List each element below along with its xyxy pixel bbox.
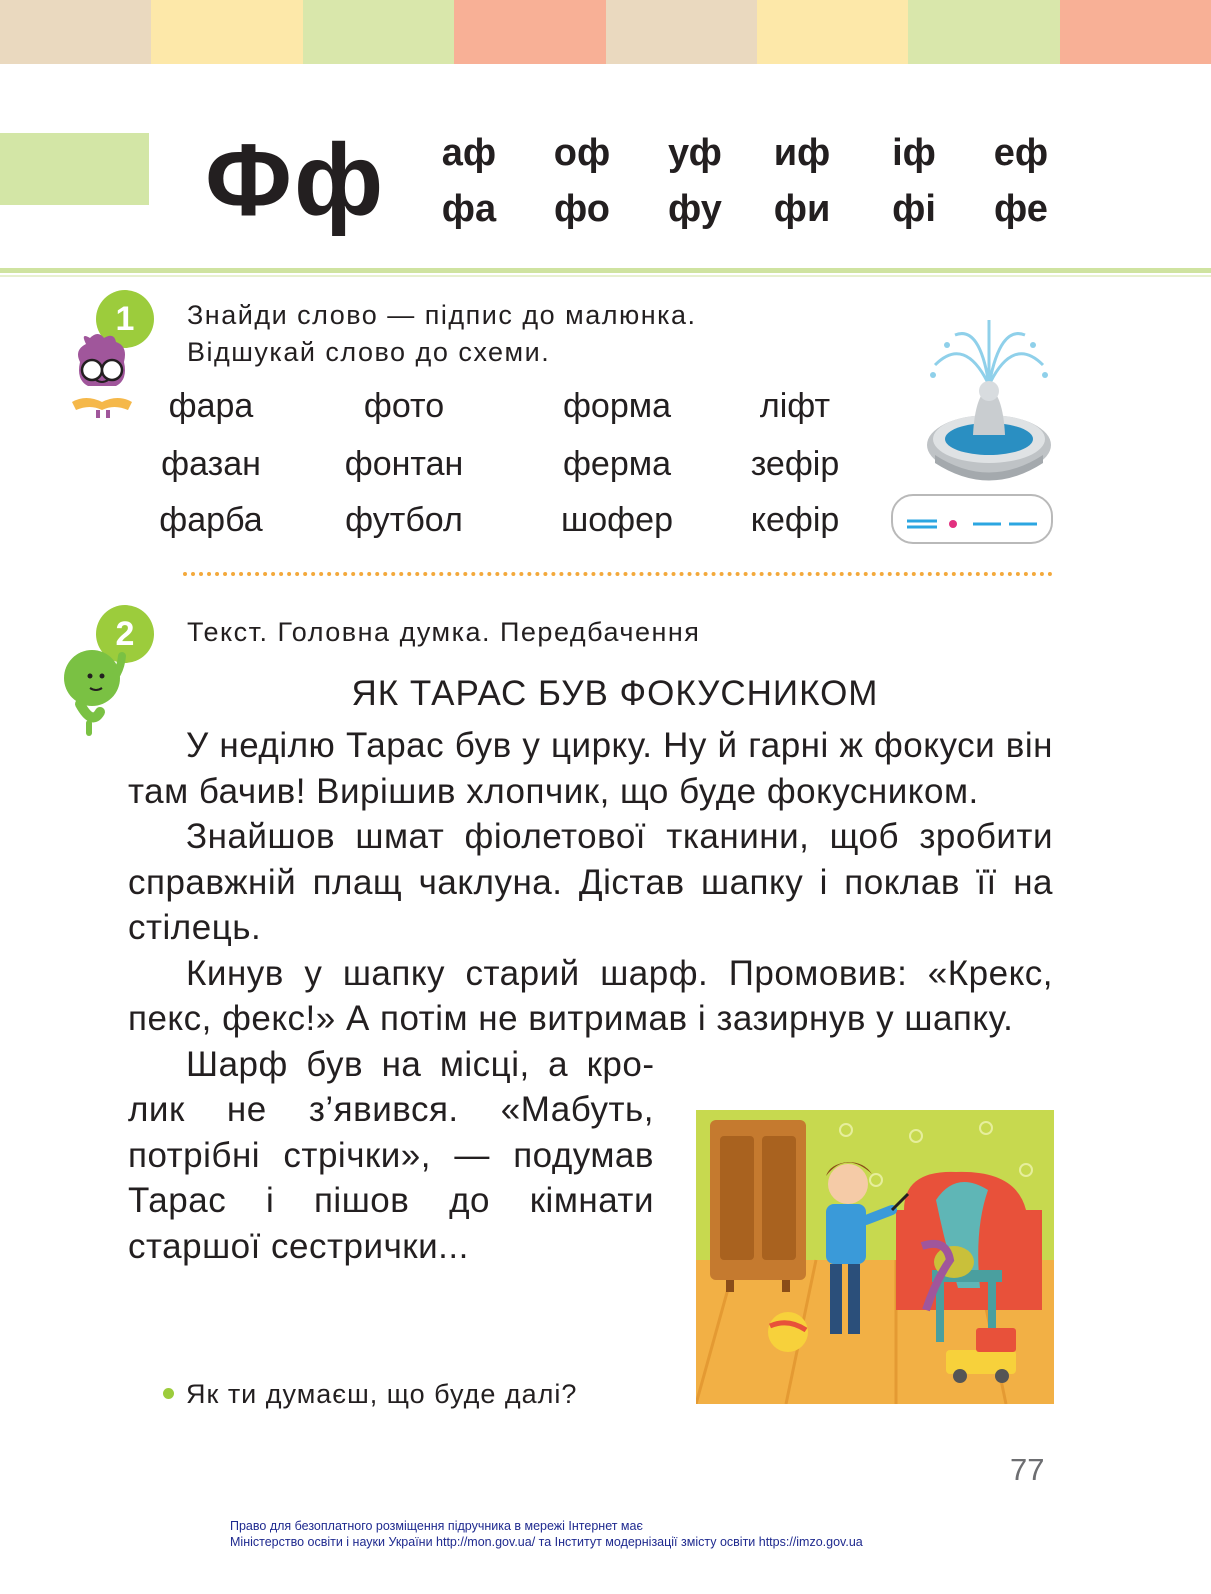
discussion-question	[163, 1376, 577, 1412]
bullet-icon	[163, 1388, 174, 1399]
syllable: фі	[892, 188, 936, 230]
syllable: фо	[554, 188, 610, 230]
stripe	[454, 0, 605, 64]
stripe	[606, 0, 757, 64]
story-title: ЯК ТАРАС БУВ ФОКУСНИКОМ	[351, 674, 879, 713]
story-paragraph: Кинув у шапку старий шарф. Промовив: «Крекс, пекс, фекс!» А потім не витримав і зазирнув у шапку.	[128, 953, 1053, 1038]
syllable: фи	[773, 188, 831, 230]
word: шофер	[561, 501, 673, 539]
letter-heading: Фф	[205, 123, 386, 237]
word: футбол	[345, 501, 463, 539]
syllable: фе	[994, 188, 1048, 230]
fountain-illustration	[925, 315, 1055, 485]
word: ліфт	[759, 387, 831, 425]
word: фарба	[159, 501, 263, 539]
word: зефір	[750, 445, 840, 483]
stripe	[757, 0, 908, 64]
stripe	[908, 0, 1059, 64]
green-thinker-mascot-icon	[62, 646, 126, 738]
syllable: оф	[553, 132, 611, 174]
stripe	[0, 0, 151, 64]
sound-scheme	[891, 494, 1053, 544]
question-text: Як ти думаєш, що буде далі?	[186, 1379, 578, 1409]
word: ферма	[562, 445, 672, 483]
word: форма	[562, 387, 672, 425]
task-number-badge: 1	[96, 290, 154, 348]
story-paragraph: Знайшов шмат фіолетової тканини, щоб зробити справжній плащ чаклуна. Дістав шапку і поклав її на стілець.	[128, 817, 1053, 947]
stripe	[1060, 0, 1211, 64]
header-divider-light	[0, 275, 1211, 277]
header-green-tab	[0, 133, 149, 205]
word: фонтан	[344, 445, 464, 483]
header-divider	[0, 268, 1211, 273]
copyright-footer	[230, 1518, 863, 1550]
syllable: уф	[668, 132, 722, 174]
task2-subtitle: Текст. Головна думка. Передбачення	[187, 617, 701, 647]
task-number-badge: 2	[96, 605, 154, 663]
section-divider	[183, 572, 1053, 576]
word: кефір	[750, 501, 840, 539]
task1-instruction: Знайди слово — підпис до малюнка.	[187, 300, 697, 330]
page-number: 77	[1010, 1452, 1045, 1487]
stripe	[303, 0, 454, 64]
syllable: аф	[441, 132, 497, 174]
stripe	[151, 0, 302, 64]
syllable: фу	[668, 188, 722, 230]
syllable: фа	[441, 188, 497, 230]
story-paragraph: У неділю Тарас був у цирку. Ну й гарні ж фокуси він там бачив! Вирішив хлопчик, що буде фокусником.	[128, 726, 1053, 811]
story-paragraph: Шарф був на місці, а кролик не з’явився. «Мабуть, потрібні стрічки», — подумав Тарас і пішов до кімнати старшої сестрички...	[128, 1044, 654, 1266]
syllable: іф	[892, 132, 936, 174]
word: фазан	[161, 445, 261, 483]
word: фара	[168, 387, 254, 425]
task1-instruction: Відшукай слово до схеми.	[187, 337, 551, 367]
story-text	[128, 723, 1053, 1269]
footer-line: Міністерство освіти і науки України http://mon.gov.ua/ та Інститут модернізації змісту освіти https://imzo.gov.ua	[230, 1535, 863, 1549]
top-color-stripes	[0, 0, 1211, 64]
syllable: иф	[773, 132, 831, 174]
syllable: еф	[993, 132, 1049, 174]
word: фото	[363, 387, 445, 425]
footer-line: Право для безоплатного розміщення підручника в мережі Інтернет має	[230, 1519, 643, 1533]
